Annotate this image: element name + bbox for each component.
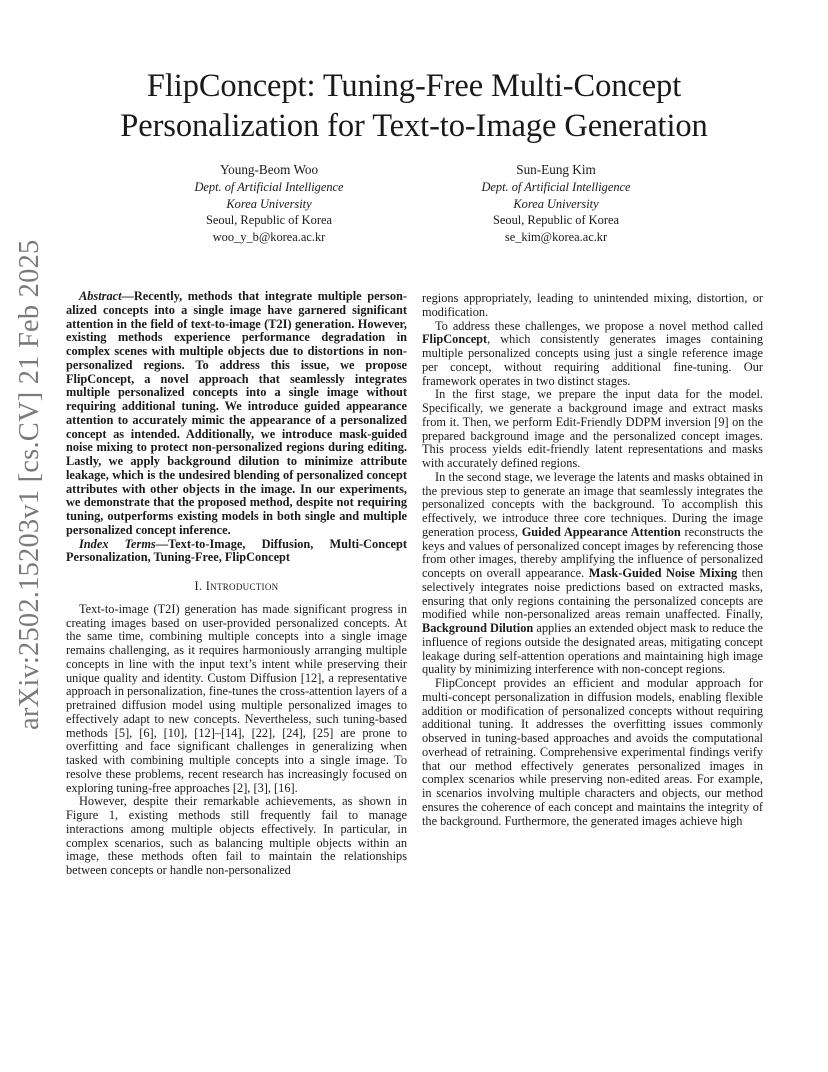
- index-terms-text: Text-to-Image, Diffusion, Multi-Concept Personalization, Tuning-Free, FlipConcept: [66, 536, 407, 565]
- technique-mask-guided-noise-mixing: Mask-Guided Noise Mixing: [588, 566, 738, 580]
- title-line-1: FlipConcept: Tuning-Free Multi-Concept: [146, 68, 682, 104]
- abstract-label: Abstract: [79, 289, 122, 303]
- author-2: [406, 162, 706, 246]
- text-run: In the second stage, we leverage the latents and masks obtained in the previous step to generate an image that seamlessly integrates the personalized concepts with the background. To accomplish this effectively, we introduce three core techniques. During the image generation process,: [422, 469, 763, 539]
- left-column: [66, 290, 407, 878]
- author-university: Korea University: [226, 196, 312, 211]
- method-name-bold: FlipConcept: [422, 332, 488, 347]
- abstract-dash: —: [121, 289, 134, 303]
- author-name: Young-Beom Woo: [219, 162, 319, 177]
- index-terms-dash: —: [155, 536, 169, 551]
- author-location: Seoul, Republic of Korea: [206, 213, 332, 228]
- index-terms-label: Index Terms: [79, 536, 156, 551]
- section-number: I.: [194, 579, 203, 593]
- text-run: then selectively integrates noise predictions based on extracted masks, ensuring that only regions containing the personalized concepts are modified while non-personalized areas remain unaffected. Finally,: [422, 566, 763, 622]
- text-run: To address these challenges, we propose a novel method called: [435, 318, 763, 333]
- index-terms: [66, 538, 407, 566]
- body-paragraph: [422, 471, 763, 677]
- author-email[interactable]: se_kim@korea.ac.kr: [504, 230, 608, 245]
- text-run: , which consistently generates images containing multiple personalized concepts using just a single reference image per concept, without requiring additional fine-tuning. Our framework operates in two distinct stages.: [422, 332, 763, 388]
- section-title: Introduction: [205, 579, 279, 593]
- right-column: [422, 292, 763, 828]
- body-paragraph: In the first stage, we prepare the input data for the model. Specifically, we generate a background image and extract masks from it. Then, we perform Edit-Friendly DDPM inversion [9] on the prepared background image and the personalized concept images. This process yields edit-friendly latent representations and masks with accurately defined regions.: [422, 387, 763, 470]
- author-email[interactable]: woo_y_b@korea.ac.kr: [212, 230, 326, 245]
- arxiv-identifier-stamp: arXiv:2502.15203v1 [cs.CV] 21 Feb 2025: [14, 239, 45, 730]
- text-run: applies an extended object mask to reduce the influence of regions outside the designated areas, mitigating concept leakage during self-attention operations and maintaining high image quality by minimizing interference with non-concept regions.: [422, 621, 763, 677]
- body-paragraph: Text-to-image (T2I) generation has made significant progress in creating images based on user-provided personalized concepts. At the same time, combining multiple concepts into a single image remains challenging, as it requires harmoniously arranging multiple concepts in line with the input text’s intent while preserving their unique quality and identity. Custom Diffusion [12], a representative approach in personalization, fine-tunes the cross-attention layers of a pretrained diffusion model using multiple personalized images to effectively adapt to new concepts. Nevertheless, such tuning-based methods [5], [6], [10], [12]–[14], [22], [24], [25] are prone to overfitting and face significant challenges in generalizing when tasked with combining multiple concepts into a single image. To resolve these problems, recent research has increasingly focused on exploring tuning-free approaches [2], [3], [16].: [66, 601, 407, 795]
- technique-guided-appearance-attention: Guided Appearance Attention: [521, 524, 681, 539]
- body-paragraph: FlipConcept provides an efficient and modular approach for multi-concept personalization in diffusion models, enabling flexible addition or modification of personalized concepts without requiring additional tuning. It addresses the overfitting issues commonly observed in tuning-based approaches and avoids the computational overhead of retraining. Comprehensive experimental findings verify that our method effectively generates personalized images in complex scenarios while preserving non-edited areas. For example, in scenarios involving multiple characters and objects, our method ensures the coherence of each concept and maintains the integrity of the background. Furthermore, the generated images achieve high: [422, 676, 763, 828]
- body-paragraph: However, despite their remarkable achievements, as shown in Figure 1, existing methods still frequently fail to manage interactions among multiple objects effectively. In particular, in complex scenarios, such as balancing multiple objects within an image, these methods often fail to maintain the relationships between concepts or handle non-personalized: [66, 794, 407, 877]
- body-paragraph: [422, 320, 763, 389]
- author-department: Dept. of Artificial Intelligence: [481, 179, 631, 194]
- author-name: Sun-Eung Kim: [516, 162, 596, 177]
- body-paragraph-continued: regions appropriately, leading to unintended mixing, distortion, or modification.: [422, 291, 763, 319]
- author-1: [119, 162, 419, 246]
- author-university: Korea University: [513, 196, 599, 211]
- author-department: Dept. of Artificial Intelligence: [194, 179, 344, 194]
- technique-background-dilution: Background Dilution: [422, 621, 534, 635]
- author-location: Seoul, Republic of Korea: [493, 213, 619, 228]
- title-line-2: Personalization for Text-to-Image Generation: [120, 108, 708, 144]
- abstract-text: Recently, methods that integrate multiple personalized concepts into a single image have garnered significant attention in the field of text-to-image (T2I) generation. However, existing methods experience performance degradation in complex scenes with multiple objects due to distortions in non-personalized regions. To address this issue, we propose FlipConcept, a novel approach that seamlessly integrates multiple personalized concepts into a single image without requiring additional tuning. We introduce guided appearance attention to accurately mimic the appearance of a personalized concept as intended. Additionally, we introduce mask-guided noise mixing to protect non-personalized regions during editing. Lastly, we apply background dilution to minimize attribute leakage, which is the undesired blending of personalized concept attributes with other objects in the image. In our experiments, we demonstrate that the proposed method, despite not requiring tuning, outperforms existing models in both single and multiple personalized concept inference.: [66, 289, 407, 537]
- paper-title: [0, 66, 828, 146]
- abstract: [66, 290, 407, 538]
- text-run: reconstructs the keys and values of personalized concept images by referencing those from other images, thereby amplifying the influence of personalized concepts on overall appearance.: [422, 524, 763, 580]
- section-heading-introduction: [66, 580, 407, 594]
